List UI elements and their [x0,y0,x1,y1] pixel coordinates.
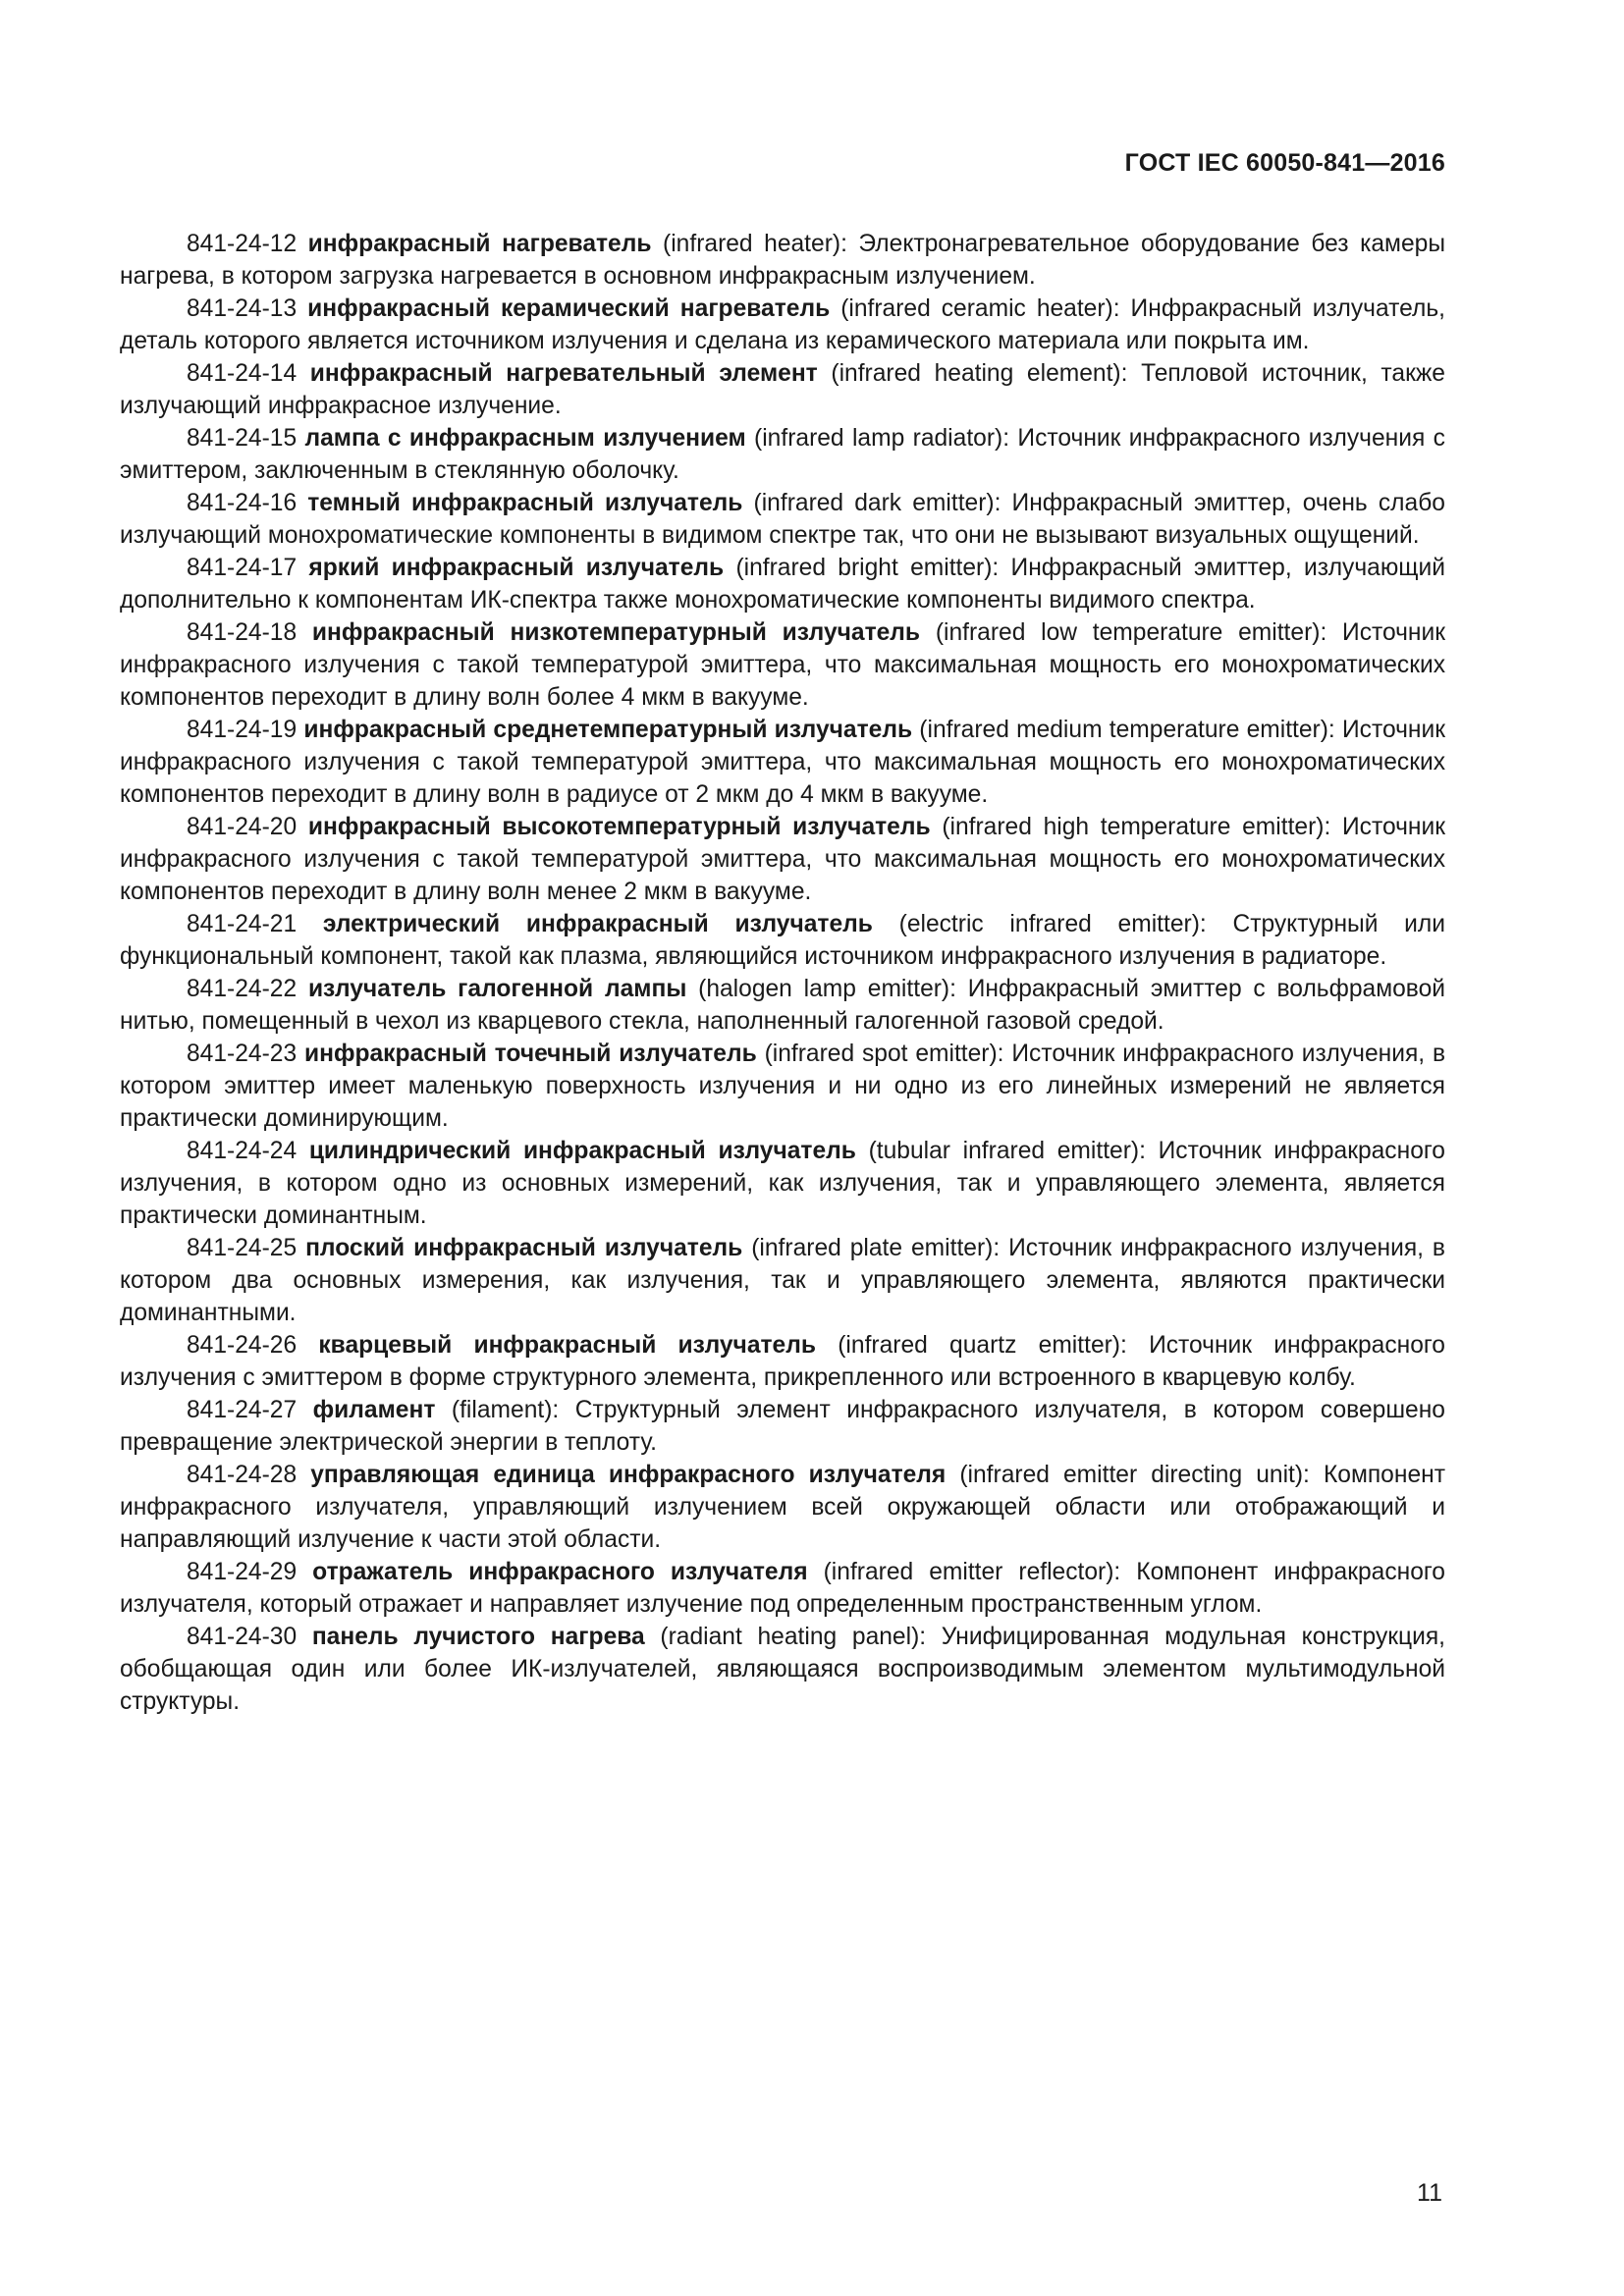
term-entry [120,1556,1445,1621]
term-definition: (tubular infrared emitter): Источник инфракрасного излучения, в котором одно из основных измерений, как излучения, так и управляющего элемента, является практически доминантным. [120,1138,1445,1229]
term-name: плоский инфракрасный излучатель [305,1235,743,1261]
page-number: 11 [1417,2179,1442,2207]
term-entry [120,1621,1445,1718]
term-number: 841-24-25 [187,1235,298,1261]
term-entry [120,1394,1445,1459]
term-name: инфракрасный керамический нагреватель [307,295,831,322]
term-name: электрический инфракрасный излучатель [322,911,873,937]
term-definition: (radiant heating panel): Унифицированная модульная конструкция, обобщающая один или более ИК-излучателей, являющаяся воспроизводимым элементом мультимодульной структуры. [120,1624,1445,1715]
term-definition: (infrared heater): Электронагревательное оборудование без камеры нагрева, в котором загрузка нагревается в основном инфракрасным излучением. [120,231,1446,290]
term-definition: (infrared bright emitter): Инфракрасный эмиттер, излучающий дополнительно к компонентам ИК-спектра также монохроматические компоненты видимого спектра. [120,555,1445,614]
term-entry [120,1232,1445,1329]
term-number: 841-24-22 [187,976,298,1002]
term-number: 841-24-15 [187,425,298,452]
term-entry [120,811,1445,908]
term-entry [120,357,1445,422]
term-entry [120,973,1445,1038]
term-entry [120,1459,1445,1556]
term-name: инфракрасный нагреватель [307,231,652,257]
term-entry [120,552,1445,616]
term-entry [120,487,1445,552]
term-entry [120,422,1445,487]
term-number: 841-24-30 [187,1624,298,1650]
term-definition: (infrared heating element): Тепловой источник, также излучающий инфракрасное излучение. [120,360,1445,419]
term-number: 841-24-29 [187,1559,298,1585]
term-number: 841-24-20 [187,814,298,840]
term-name: темный инфракрасный излучатель [307,490,743,516]
term-name: отражатель инфракрасного излучателя [312,1559,808,1585]
term-entry [120,228,1445,293]
term-definition: (infrared emitter reflector): Компонент инфракрасного излучателя, который отражает и направляет излучение под определенным пространственным углом. [120,1559,1445,1618]
term-definition: (infrared dark emitter): Инфракрасный эмиттер, очень слабо излучающий монохроматические компоненты в видимом спектре так, что они не вызывают визуальных ощущений. [120,490,1445,549]
term-number: 841-24-24 [187,1138,298,1164]
term-number: 841-24-18 [187,619,298,646]
term-definition: (halogen lamp emitter): Инфракрасный эмиттер с вольфрамовой нитью, помещенный в чехол из кварцевого стекла, наполненный галогенной газовой средой. [120,976,1445,1035]
term-definition: (infrared medium temperature emitter): Источник инфракрасного излучения с такой температурой эмиттера, что максимальная мощность его монохроматических компонентов переходит в длину волн в радиусе от 2 мкм до 4 мкм в вакууме. [120,717,1445,808]
document-header: ГОСТ IEC 60050-841—2016 [1124,149,1445,177]
term-definition: (infrared low temperature emitter): Источник инфракрасного излучения с такой температурой эмиттера, что максимальная мощность его монохроматических компонентов переходит в длину волн более 4 мкм в вакууме. [120,619,1446,711]
term-definition: (infrared emitter directing unit): Компонент инфракрасного излучателя, управляющий излучением всей окружающей области или отображающий и направляющий излучение к части этой области. [120,1462,1445,1553]
term-definition: (infrared ceramic heater): Инфракрасный излучатель, деталь которого является источником излучения и сделана из керамического материала или покрыта им. [120,295,1445,354]
term-number: 841-24-13 [187,295,298,322]
term-name: излучатель галогенной лампы [307,976,687,1002]
term-name: инфракрасный точечный излучатель [303,1041,757,1067]
term-number: 841-24-16 [187,490,298,516]
term-name: лампа с инфракрасным излучением [304,425,746,452]
term-entry [120,616,1445,714]
term-entry [120,293,1445,357]
term-name: цилиндрический инфракрасный излучатель [308,1138,856,1164]
term-number: 841-24-19 [187,717,298,743]
term-definition: (infrared plate emitter): Источник инфракрасного излучения, в котором два основных измерения, как излучения, так и управляющего элемента, являются практически доминантными. [120,1235,1445,1326]
term-name: инфракрасный высокотемпературный излучатель [307,814,931,840]
term-number: 841-24-27 [187,1397,298,1423]
term-name: инфракрасный нагревательный элемент [309,360,818,387]
term-name: инфракрасный низкотемпературный излучатель [311,619,921,646]
term-definition: (electric infrared emitter): Структурный или функциональный компонент, такой как плазма, являющийся источником инфракрасного излучения в радиаторе. [120,911,1445,970]
term-entry [120,714,1445,811]
term-number: 841-24-21 [187,911,298,937]
term-name: управляющая единица инфракрасного излучателя [310,1462,947,1488]
term-name: панель лучистого нагрева [311,1624,645,1650]
term-number: 841-24-23 [187,1041,298,1067]
term-number: 841-24-26 [187,1332,298,1359]
term-definition: (infrared quartz emitter): Источник инфракрасного излучения с эмиттером в форме структурного элемента, прикрепленного или встроенного в кварцевую колбу. [120,1332,1445,1391]
term-entry [120,908,1445,973]
term-number: 841-24-17 [187,555,298,581]
term-entry [120,1135,1445,1232]
term-name: инфракрасный среднетемпературный излучатель [303,717,913,743]
term-number: 841-24-12 [187,231,298,257]
term-definition: (infrared spot emitter): Источник инфракрасного излучения, в котором эмиттер имеет маленькую поверхность излучения и ни одно из его линейных измерений не является практически доминирующим. [120,1041,1446,1132]
term-definition: (infrared high temperature emitter): Источник инфракрасного излучения с такой температурой эмиттера, что максимальная мощность его монохроматических компонентов переходит в длину волн менее 2 мкм в вакууме. [120,814,1445,905]
term-definition: (infrared lamp radiator): Источник инфракрасного излучения с эмиттером, заключенным в стеклянную оболочку. [120,425,1445,484]
term-number: 841-24-28 [187,1462,298,1488]
terms-list [120,228,1445,1718]
term-name: кварцевый инфракрасный излучатель [318,1332,816,1359]
term-entry [120,1329,1445,1394]
term-definition: (filament): Структурный элемент инфракрасного излучателя, в котором совершено превращение электрической энергии в теплоту. [120,1397,1445,1456]
term-number: 841-24-14 [187,360,298,387]
term-name: филамент [312,1397,436,1423]
term-name: яркий инфракрасный излучатель [308,555,725,581]
term-entry [120,1038,1445,1135]
